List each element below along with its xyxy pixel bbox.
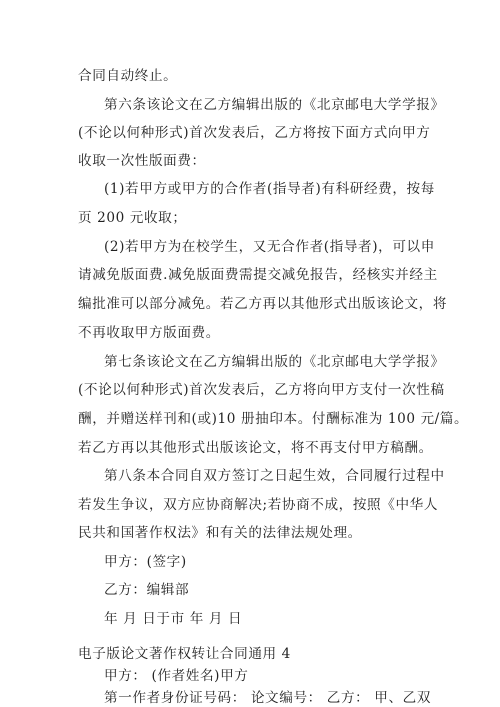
text-line: 页 200 元收取； [78,210,187,226]
text-line: 不再收取甲方版面费。 [78,325,220,341]
text-line: 第七条该论文在乙方编辑出版的《北京邮电大学学报》 [104,354,445,370]
text-line: 第八条本合同自双方签订之日起生效，合同履行过程中 [104,468,445,484]
text-line: 请减免版面费.减免版面费需提交减免报告，经核实并经主 [78,267,438,283]
text-line: 第六条该论文在乙方编辑出版的《北京邮电大学学报》 [104,97,445,113]
text-line: 若发生争议，双方应协商解决;若协商不成，按照《中华人 [78,497,439,513]
text-line: 收取一次性版面费： [78,153,206,169]
text-line: (1)若甲方或甲方的合作者(指导者)有科研经费，按每 [104,181,435,197]
text-line: (不论以何种形式)首次发表后，乙方将向甲方支付一次性稿 [78,382,445,398]
signature-party-b: 乙方：编辑部 [104,582,190,598]
section-heading: 电子版论文著作权转让合同通用 4 [78,646,291,662]
text-line: 若乙方再以其他形式出版该论文，将不再支付甲方稿酬。 [78,440,433,456]
text-line: (2)若甲方为在校学生，又无合作者(指导者)，可以申 [104,239,435,255]
text-line: 甲方： (作者姓名)甲方 [104,668,249,684]
text-line: (不论以何种形式)首次发表后，乙方将按下面方式向甲方 [78,125,431,141]
text-line: 编批准可以部分减免。若乙方再以其他形式出版该论文，将 [78,296,448,312]
text-line: 合同自动终止。 [78,68,178,84]
signature-party-a: 甲方：(签字) [104,554,187,570]
text-line: 酬，并赠送样刊和(或)10 册抽印本。付酬标准为 100 元/篇。 [78,411,469,427]
signature-date: 年 月 日于市 年 月 日 [104,611,243,627]
text-line: 民共和国著作权法》和有关的法律法规处理。 [78,525,362,541]
text-line: 第一作者身份证号码： 论文编号： 乙方： 甲、乙双 [104,690,432,706]
